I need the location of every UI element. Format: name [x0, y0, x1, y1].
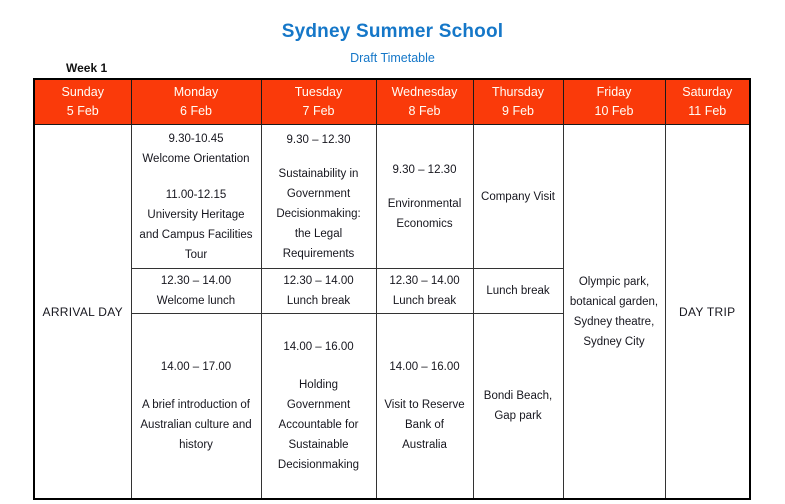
session-title: Company Visit	[481, 190, 555, 203]
day-name: Tuesday	[294, 85, 343, 99]
session-title: University Heritage and Campus Facilities Tour	[139, 208, 253, 261]
session-title: A brief introduction of Australian culture and history	[140, 399, 252, 451]
day-trip-label: DAY TRIP	[679, 304, 736, 319]
page-header	[0, 21, 785, 65]
lunch-time: 12.30 – 14.00	[283, 275, 354, 287]
cell-tuesday-morning	[261, 125, 376, 269]
cell-sunday-arrival-day	[34, 125, 131, 500]
header-tuesday	[261, 79, 376, 125]
header-monday	[131, 79, 261, 125]
session-title: Welcome Orientation	[142, 152, 250, 165]
header-row	[34, 79, 750, 125]
friday-activities: Olympic park, botanical garden, Sydney theatre, Sydney City	[569, 275, 659, 348]
session-title: Environmental Economics	[387, 197, 462, 230]
cell-saturday-day-trip	[665, 125, 750, 500]
page-title: Sydney Summer School	[281, 21, 504, 42]
session-time: 14.00 – 16.00	[389, 361, 460, 373]
session-time: 9.30 – 12.30	[286, 133, 351, 146]
lunch-time: 12.30 – 14.00	[389, 275, 460, 287]
header-saturday	[665, 79, 750, 125]
lunch-label: Welcome lunch	[156, 295, 236, 307]
timetable	[33, 78, 751, 500]
cell-tuesday-lunch	[261, 269, 376, 314]
cell-monday-morning	[131, 125, 261, 269]
day-name: Friday	[596, 85, 632, 99]
session-time: 9.30 – 12.30	[392, 163, 457, 176]
cell-wednesday-afternoon	[376, 314, 473, 500]
session-time: 14.00 – 17.00	[160, 361, 232, 373]
day-date: 9 Feb	[502, 104, 534, 118]
session-title: Bondi Beach, Gap park	[483, 390, 553, 422]
lunch-label: Lunch break	[392, 295, 457, 307]
session-time: 9.30-10.45	[168, 132, 224, 145]
cell-monday-afternoon	[131, 314, 261, 500]
day-name: Thursday	[491, 85, 545, 99]
session-time: 14.00 – 16.00	[283, 341, 354, 353]
session-title: Sustainability in Government Decisionmaking: the Legal Requirements	[276, 167, 361, 260]
session	[138, 129, 255, 169]
cell-wednesday-lunch	[376, 269, 473, 314]
arrival-day-label: ARRIVAL DAY	[42, 304, 123, 319]
day-date: 6 Feb	[180, 104, 212, 118]
cell-wednesday-morning	[376, 125, 473, 269]
header-friday	[563, 79, 665, 125]
morning-row	[34, 125, 750, 269]
day-date: 8 Feb	[408, 104, 441, 118]
session-title: Holding Government Accountable for Sustainable Decisionmaking	[277, 379, 360, 471]
lunch-label: Lunch break	[286, 295, 351, 307]
cell-thursday-morning	[473, 125, 563, 269]
header-sunday	[34, 79, 131, 125]
day-date: 5 Feb	[66, 104, 99, 118]
cell-friday-day-trip	[563, 125, 665, 500]
day-date: 7 Feb	[302, 104, 335, 118]
day-name: Saturday	[682, 85, 733, 99]
day-name: Sunday	[61, 85, 104, 99]
cell-thursday-lunch	[473, 269, 563, 314]
header-thursday	[473, 79, 563, 125]
cell-monday-lunch	[131, 269, 261, 314]
cell-thursday-afternoon	[473, 314, 563, 500]
session-time: 11.00-12.15	[165, 188, 227, 201]
cell-tuesday-afternoon	[261, 314, 376, 500]
header-wednesday	[376, 79, 473, 125]
day-name: Wednesday	[391, 85, 458, 99]
page-subtitle: Draft Timetable	[350, 51, 435, 65]
day-date: 11 Feb	[688, 104, 727, 118]
session	[138, 185, 255, 265]
day-name: Monday	[173, 85, 219, 99]
week-label: Week 1	[66, 61, 108, 75]
lunch-time: 12.30 – 14.00	[160, 275, 232, 287]
day-date: 10 Feb	[594, 104, 634, 118]
session-title: Visit to Reserve Bank of Australia	[384, 399, 465, 451]
lunch-label: Lunch break	[486, 285, 550, 297]
